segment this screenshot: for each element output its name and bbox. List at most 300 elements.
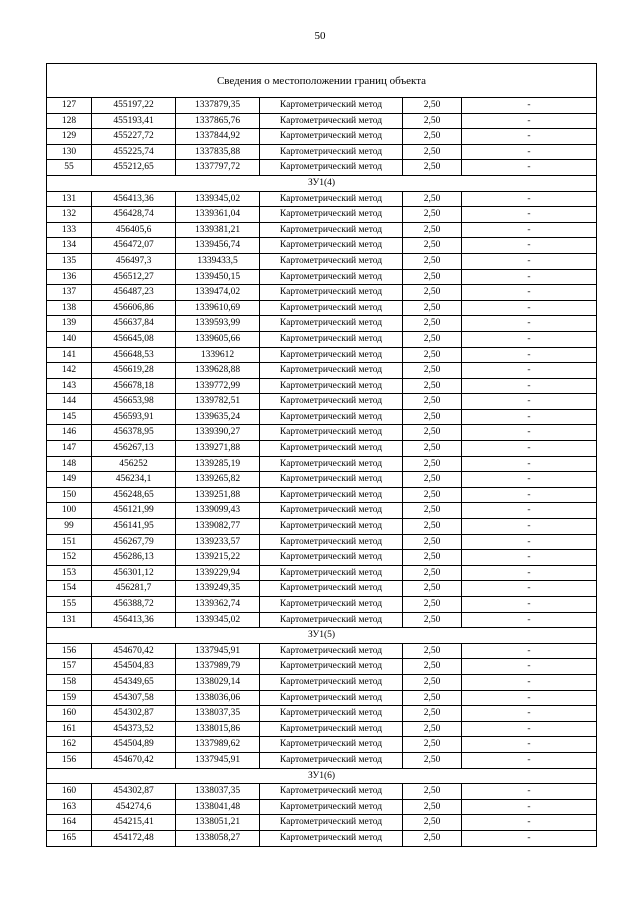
description-cell: -	[462, 98, 597, 114]
table-row	[47, 612, 597, 628]
accuracy-cell: 2,50	[403, 113, 462, 129]
description-cell: -	[462, 534, 597, 550]
group-header-row	[47, 175, 597, 191]
y-coordinate-cell: 1337989,79	[176, 659, 260, 675]
description-cell: -	[462, 581, 597, 597]
accuracy-cell: 2,50	[403, 222, 462, 238]
method-cell: Картометрический метод	[260, 441, 403, 457]
y-coordinate-cell: 1339285,19	[176, 456, 260, 472]
accuracy-cell: 2,50	[403, 815, 462, 831]
accuracy-cell: 2,50	[403, 565, 462, 581]
table-row	[47, 253, 597, 269]
point-number-cell: 152	[47, 550, 92, 566]
point-number-cell: 150	[47, 487, 92, 503]
method-cell: Картометрический метод	[260, 643, 403, 659]
table-row	[47, 659, 597, 675]
point-number-cell: 135	[47, 253, 92, 269]
method-cell: Картометрический метод	[260, 487, 403, 503]
description-cell: -	[462, 285, 597, 301]
x-coordinate-cell: 456378,95	[92, 425, 176, 441]
x-coordinate-cell: 456637,84	[92, 316, 176, 332]
method-cell: Картометрический метод	[260, 674, 403, 690]
method-cell: Картометрический метод	[260, 394, 403, 410]
x-coordinate-cell: 456619,28	[92, 363, 176, 379]
x-coordinate-cell: 456234,1	[92, 472, 176, 488]
table-row	[47, 285, 597, 301]
x-coordinate-cell: 456248,65	[92, 487, 176, 503]
accuracy-cell: 2,50	[403, 363, 462, 379]
table-row	[47, 752, 597, 768]
method-cell: Картометрический метод	[260, 550, 403, 566]
method-cell: Картометрический метод	[260, 253, 403, 269]
point-number-cell: 128	[47, 113, 92, 129]
table-row	[47, 597, 597, 613]
accuracy-cell: 2,50	[403, 253, 462, 269]
x-coordinate-cell: 455225,74	[92, 144, 176, 160]
point-number-cell: 131	[47, 191, 92, 207]
accuracy-cell: 2,50	[403, 752, 462, 768]
accuracy-cell: 2,50	[403, 737, 462, 753]
point-number-cell: 55	[47, 160, 92, 176]
description-cell: -	[462, 113, 597, 129]
method-cell: Картометрический метод	[260, 456, 403, 472]
table-row	[47, 456, 597, 472]
x-coordinate-cell: 454302,87	[92, 706, 176, 722]
y-coordinate-cell: 1339612	[176, 347, 260, 363]
description-cell: -	[462, 441, 597, 457]
accuracy-cell: 2,50	[403, 394, 462, 410]
table-row	[47, 799, 597, 815]
accuracy-cell: 2,50	[403, 706, 462, 722]
y-coordinate-cell: 1339605,66	[176, 331, 260, 347]
accuracy-cell: 2,50	[403, 550, 462, 566]
description-cell: -	[462, 597, 597, 613]
method-cell: Картометрический метод	[260, 378, 403, 394]
table-row	[47, 581, 597, 597]
accuracy-cell: 2,50	[403, 659, 462, 675]
description-cell: -	[462, 347, 597, 363]
group-label: ЗУ1(4)	[47, 175, 597, 191]
table-row	[47, 394, 597, 410]
accuracy-cell: 2,50	[403, 472, 462, 488]
y-coordinate-cell: 1338051,21	[176, 815, 260, 831]
point-number-cell: 147	[47, 441, 92, 457]
table-row	[47, 363, 597, 379]
method-cell: Картометрический метод	[260, 799, 403, 815]
method-cell: Картометрический метод	[260, 581, 403, 597]
table-row	[47, 129, 597, 145]
description-cell: -	[462, 737, 597, 753]
y-coordinate-cell: 1339249,35	[176, 581, 260, 597]
method-cell: Картометрический метод	[260, 519, 403, 535]
table-row	[47, 519, 597, 535]
boundary-coordinates-table	[46, 63, 597, 847]
y-coordinate-cell: 1337945,91	[176, 752, 260, 768]
point-number-cell: 165	[47, 830, 92, 846]
x-coordinate-cell: 455227,72	[92, 129, 176, 145]
y-coordinate-cell: 1338029,14	[176, 674, 260, 690]
description-cell: -	[462, 456, 597, 472]
table-row	[47, 409, 597, 425]
y-coordinate-cell: 1339361,04	[176, 207, 260, 223]
point-number-cell: 127	[47, 98, 92, 114]
accuracy-cell: 2,50	[403, 129, 462, 145]
point-number-cell: 100	[47, 503, 92, 519]
method-cell: Картометрический метод	[260, 721, 403, 737]
accuracy-cell: 2,50	[403, 207, 462, 223]
point-number-cell: 160	[47, 784, 92, 800]
method-cell: Картометрический метод	[260, 347, 403, 363]
x-coordinate-cell: 456301,12	[92, 565, 176, 581]
point-number-cell: 164	[47, 815, 92, 831]
y-coordinate-cell: 1337797,72	[176, 160, 260, 176]
method-cell: Картометрический метод	[260, 222, 403, 238]
description-cell: -	[462, 144, 597, 160]
method-cell: Картометрический метод	[260, 597, 403, 613]
x-coordinate-cell: 456472,07	[92, 238, 176, 254]
point-number-cell: 139	[47, 316, 92, 332]
point-number-cell: 140	[47, 331, 92, 347]
x-coordinate-cell: 456645,08	[92, 331, 176, 347]
x-coordinate-cell: 454670,42	[92, 643, 176, 659]
description-cell: -	[462, 378, 597, 394]
point-number-cell: 162	[47, 737, 92, 753]
table-row	[47, 98, 597, 114]
accuracy-cell: 2,50	[403, 378, 462, 394]
point-number-cell: 156	[47, 752, 92, 768]
x-coordinate-cell: 454307,58	[92, 690, 176, 706]
x-coordinate-cell: 455193,41	[92, 113, 176, 129]
y-coordinate-cell: 1339593,99	[176, 316, 260, 332]
accuracy-cell: 2,50	[403, 456, 462, 472]
table-row	[47, 300, 597, 316]
point-number-cell: 142	[47, 363, 92, 379]
x-coordinate-cell: 454373,52	[92, 721, 176, 737]
description-cell: -	[462, 752, 597, 768]
x-coordinate-cell: 456678,18	[92, 378, 176, 394]
x-coordinate-cell: 456286,13	[92, 550, 176, 566]
point-number-cell: 149	[47, 472, 92, 488]
y-coordinate-cell: 1339271,88	[176, 441, 260, 457]
method-cell: Картометрический метод	[260, 737, 403, 753]
description-cell: -	[462, 815, 597, 831]
point-number-cell: 129	[47, 129, 92, 145]
description-cell: -	[462, 160, 597, 176]
description-cell: -	[462, 129, 597, 145]
accuracy-cell: 2,50	[403, 98, 462, 114]
point-number-cell: 146	[47, 425, 92, 441]
y-coordinate-cell: 1339215,22	[176, 550, 260, 566]
y-coordinate-cell: 1339610,69	[176, 300, 260, 316]
y-coordinate-cell: 1339635,24	[176, 409, 260, 425]
description-cell: -	[462, 612, 597, 628]
method-cell: Картометрический метод	[260, 129, 403, 145]
table-row	[47, 721, 597, 737]
method-cell: Картометрический метод	[260, 815, 403, 831]
method-cell: Картометрический метод	[260, 98, 403, 114]
accuracy-cell: 2,50	[403, 597, 462, 613]
point-number-cell: 132	[47, 207, 92, 223]
accuracy-cell: 2,50	[403, 690, 462, 706]
description-cell: -	[462, 316, 597, 332]
description-cell: -	[462, 643, 597, 659]
x-coordinate-cell: 456413,36	[92, 191, 176, 207]
y-coordinate-cell: 1337844,92	[176, 129, 260, 145]
group-label: ЗУ1(6)	[47, 768, 597, 784]
point-number-cell: 155	[47, 597, 92, 613]
accuracy-cell: 2,50	[403, 191, 462, 207]
y-coordinate-cell: 1339772,99	[176, 378, 260, 394]
accuracy-cell: 2,50	[403, 144, 462, 160]
group-label: ЗУ1(5)	[47, 628, 597, 644]
y-coordinate-cell: 1339381,21	[176, 222, 260, 238]
point-number-cell: 157	[47, 659, 92, 675]
point-number-cell: 156	[47, 643, 92, 659]
x-coordinate-cell: 456141,95	[92, 519, 176, 535]
description-cell: -	[462, 253, 597, 269]
accuracy-cell: 2,50	[403, 503, 462, 519]
x-coordinate-cell: 456653,98	[92, 394, 176, 410]
y-coordinate-cell: 1339251,88	[176, 487, 260, 503]
description-cell: -	[462, 690, 597, 706]
method-cell: Картометрический метод	[260, 659, 403, 675]
description-cell: -	[462, 331, 597, 347]
table-header-row	[47, 64, 597, 98]
point-number-cell: 99	[47, 519, 92, 535]
x-coordinate-cell: 454349,65	[92, 674, 176, 690]
y-coordinate-cell: 1337945,91	[176, 643, 260, 659]
x-coordinate-cell: 456267,13	[92, 441, 176, 457]
description-cell: -	[462, 565, 597, 581]
description-cell: -	[462, 799, 597, 815]
accuracy-cell: 2,50	[403, 347, 462, 363]
table-row	[47, 472, 597, 488]
accuracy-cell: 2,50	[403, 534, 462, 550]
point-number-cell: 141	[47, 347, 92, 363]
description-cell: -	[462, 425, 597, 441]
y-coordinate-cell: 1339345,02	[176, 612, 260, 628]
description-cell: -	[462, 784, 597, 800]
y-coordinate-cell: 1337835,88	[176, 144, 260, 160]
accuracy-cell: 2,50	[403, 581, 462, 597]
y-coordinate-cell: 1339082,77	[176, 519, 260, 535]
accuracy-cell: 2,50	[403, 830, 462, 846]
table-row	[47, 378, 597, 394]
method-cell: Картометрический метод	[260, 300, 403, 316]
method-cell: Картометрический метод	[260, 565, 403, 581]
y-coordinate-cell: 1339628,88	[176, 363, 260, 379]
method-cell: Картометрический метод	[260, 331, 403, 347]
method-cell: Картометрический метод	[260, 752, 403, 768]
accuracy-cell: 2,50	[403, 331, 462, 347]
method-cell: Картометрический метод	[260, 144, 403, 160]
table-row	[47, 534, 597, 550]
x-coordinate-cell: 456648,53	[92, 347, 176, 363]
y-coordinate-cell: 1339362,74	[176, 597, 260, 613]
x-coordinate-cell: 456487,23	[92, 285, 176, 301]
method-cell: Картометрический метод	[260, 706, 403, 722]
accuracy-cell: 2,50	[403, 519, 462, 535]
y-coordinate-cell: 1339229,94	[176, 565, 260, 581]
table-row	[47, 207, 597, 223]
method-cell: Картометрический метод	[260, 503, 403, 519]
description-cell: -	[462, 472, 597, 488]
y-coordinate-cell: 1337879,35	[176, 98, 260, 114]
x-coordinate-cell: 456428,74	[92, 207, 176, 223]
description-cell: -	[462, 674, 597, 690]
y-coordinate-cell: 1339233,57	[176, 534, 260, 550]
description-cell: -	[462, 487, 597, 503]
x-coordinate-cell: 456512,27	[92, 269, 176, 285]
point-number-cell: 159	[47, 690, 92, 706]
accuracy-cell: 2,50	[403, 441, 462, 457]
x-coordinate-cell: 456593,91	[92, 409, 176, 425]
x-coordinate-cell: 454274,6	[92, 799, 176, 815]
table-row	[47, 737, 597, 753]
group-header-row	[47, 628, 597, 644]
table-title: Сведения о местоположении границ объекта	[47, 64, 597, 98]
description-cell: -	[462, 830, 597, 846]
point-number-cell: 145	[47, 409, 92, 425]
x-coordinate-cell: 456281,7	[92, 581, 176, 597]
description-cell: -	[462, 503, 597, 519]
point-number-cell: 158	[47, 674, 92, 690]
method-cell: Картометрический метод	[260, 409, 403, 425]
accuracy-cell: 2,50	[403, 269, 462, 285]
table-row	[47, 425, 597, 441]
method-cell: Картометрический метод	[260, 316, 403, 332]
table-row	[47, 441, 597, 457]
description-cell: -	[462, 191, 597, 207]
x-coordinate-cell: 455212,65	[92, 160, 176, 176]
y-coordinate-cell: 1339265,82	[176, 472, 260, 488]
description-cell: -	[462, 394, 597, 410]
table-row	[47, 643, 597, 659]
method-cell: Картометрический метод	[260, 160, 403, 176]
accuracy-cell: 2,50	[403, 799, 462, 815]
y-coordinate-cell: 1339099,43	[176, 503, 260, 519]
x-coordinate-cell: 454670,42	[92, 752, 176, 768]
method-cell: Картометрический метод	[260, 238, 403, 254]
y-coordinate-cell: 1338041,48	[176, 799, 260, 815]
y-coordinate-cell: 1339456,74	[176, 238, 260, 254]
method-cell: Картометрический метод	[260, 363, 403, 379]
table-row	[47, 674, 597, 690]
point-number-cell: 160	[47, 706, 92, 722]
point-number-cell: 161	[47, 721, 92, 737]
table-row	[47, 706, 597, 722]
accuracy-cell: 2,50	[403, 285, 462, 301]
table-row	[47, 144, 597, 160]
point-number-cell: 138	[47, 300, 92, 316]
description-cell: -	[462, 300, 597, 316]
y-coordinate-cell: 1338058,27	[176, 830, 260, 846]
x-coordinate-cell: 456267,79	[92, 534, 176, 550]
accuracy-cell: 2,50	[403, 160, 462, 176]
method-cell: Картометрический метод	[260, 534, 403, 550]
point-number-cell: 136	[47, 269, 92, 285]
description-cell: -	[462, 269, 597, 285]
x-coordinate-cell: 456121,99	[92, 503, 176, 519]
table-row	[47, 347, 597, 363]
point-number-cell: 143	[47, 378, 92, 394]
description-cell: -	[462, 222, 597, 238]
table-row	[47, 830, 597, 846]
accuracy-cell: 2,50	[403, 425, 462, 441]
table-row	[47, 222, 597, 238]
description-cell: -	[462, 659, 597, 675]
description-cell: -	[462, 238, 597, 254]
point-number-cell: 151	[47, 534, 92, 550]
x-coordinate-cell: 456497,3	[92, 253, 176, 269]
table-row	[47, 815, 597, 831]
point-number-cell: 154	[47, 581, 92, 597]
description-cell: -	[462, 721, 597, 737]
description-cell: -	[462, 550, 597, 566]
table-row	[47, 316, 597, 332]
method-cell: Картометрический метод	[260, 269, 403, 285]
accuracy-cell: 2,50	[403, 612, 462, 628]
method-cell: Картометрический метод	[260, 830, 403, 846]
x-coordinate-cell: 456413,36	[92, 612, 176, 628]
point-number-cell: 148	[47, 456, 92, 472]
point-number-cell: 131	[47, 612, 92, 628]
description-cell: -	[462, 207, 597, 223]
accuracy-cell: 2,50	[403, 643, 462, 659]
table-row	[47, 113, 597, 129]
table-row	[47, 238, 597, 254]
point-number-cell: 130	[47, 144, 92, 160]
y-coordinate-cell: 1339433,5	[176, 253, 260, 269]
point-number-cell: 134	[47, 238, 92, 254]
accuracy-cell: 2,50	[403, 316, 462, 332]
x-coordinate-cell: 454302,87	[92, 784, 176, 800]
point-number-cell: 163	[47, 799, 92, 815]
method-cell: Картометрический метод	[260, 425, 403, 441]
x-coordinate-cell: 456388,72	[92, 597, 176, 613]
y-coordinate-cell: 1339474,02	[176, 285, 260, 301]
table-row	[47, 191, 597, 207]
table-row	[47, 487, 597, 503]
method-cell: Картометрический метод	[260, 690, 403, 706]
x-coordinate-cell: 454504,83	[92, 659, 176, 675]
y-coordinate-cell: 1337865,76	[176, 113, 260, 129]
accuracy-cell: 2,50	[403, 674, 462, 690]
table-row	[47, 784, 597, 800]
x-coordinate-cell: 454215,41	[92, 815, 176, 831]
y-coordinate-cell: 1338015,86	[176, 721, 260, 737]
y-coordinate-cell: 1338036,06	[176, 690, 260, 706]
y-coordinate-cell: 1339390,27	[176, 425, 260, 441]
method-cell: Картометрический метод	[260, 285, 403, 301]
accuracy-cell: 2,50	[403, 409, 462, 425]
point-number-cell: 144	[47, 394, 92, 410]
method-cell: Картометрический метод	[260, 113, 403, 129]
table-row	[47, 269, 597, 285]
table-row	[47, 550, 597, 566]
table-row	[47, 565, 597, 581]
table-row	[47, 331, 597, 347]
description-cell: -	[462, 409, 597, 425]
y-coordinate-cell: 1339345,02	[176, 191, 260, 207]
accuracy-cell: 2,50	[403, 487, 462, 503]
x-coordinate-cell: 456606,86	[92, 300, 176, 316]
method-cell: Картометрический метод	[260, 191, 403, 207]
y-coordinate-cell: 1338037,35	[176, 784, 260, 800]
method-cell: Картометрический метод	[260, 207, 403, 223]
table-row	[47, 503, 597, 519]
point-number-cell: 153	[47, 565, 92, 581]
